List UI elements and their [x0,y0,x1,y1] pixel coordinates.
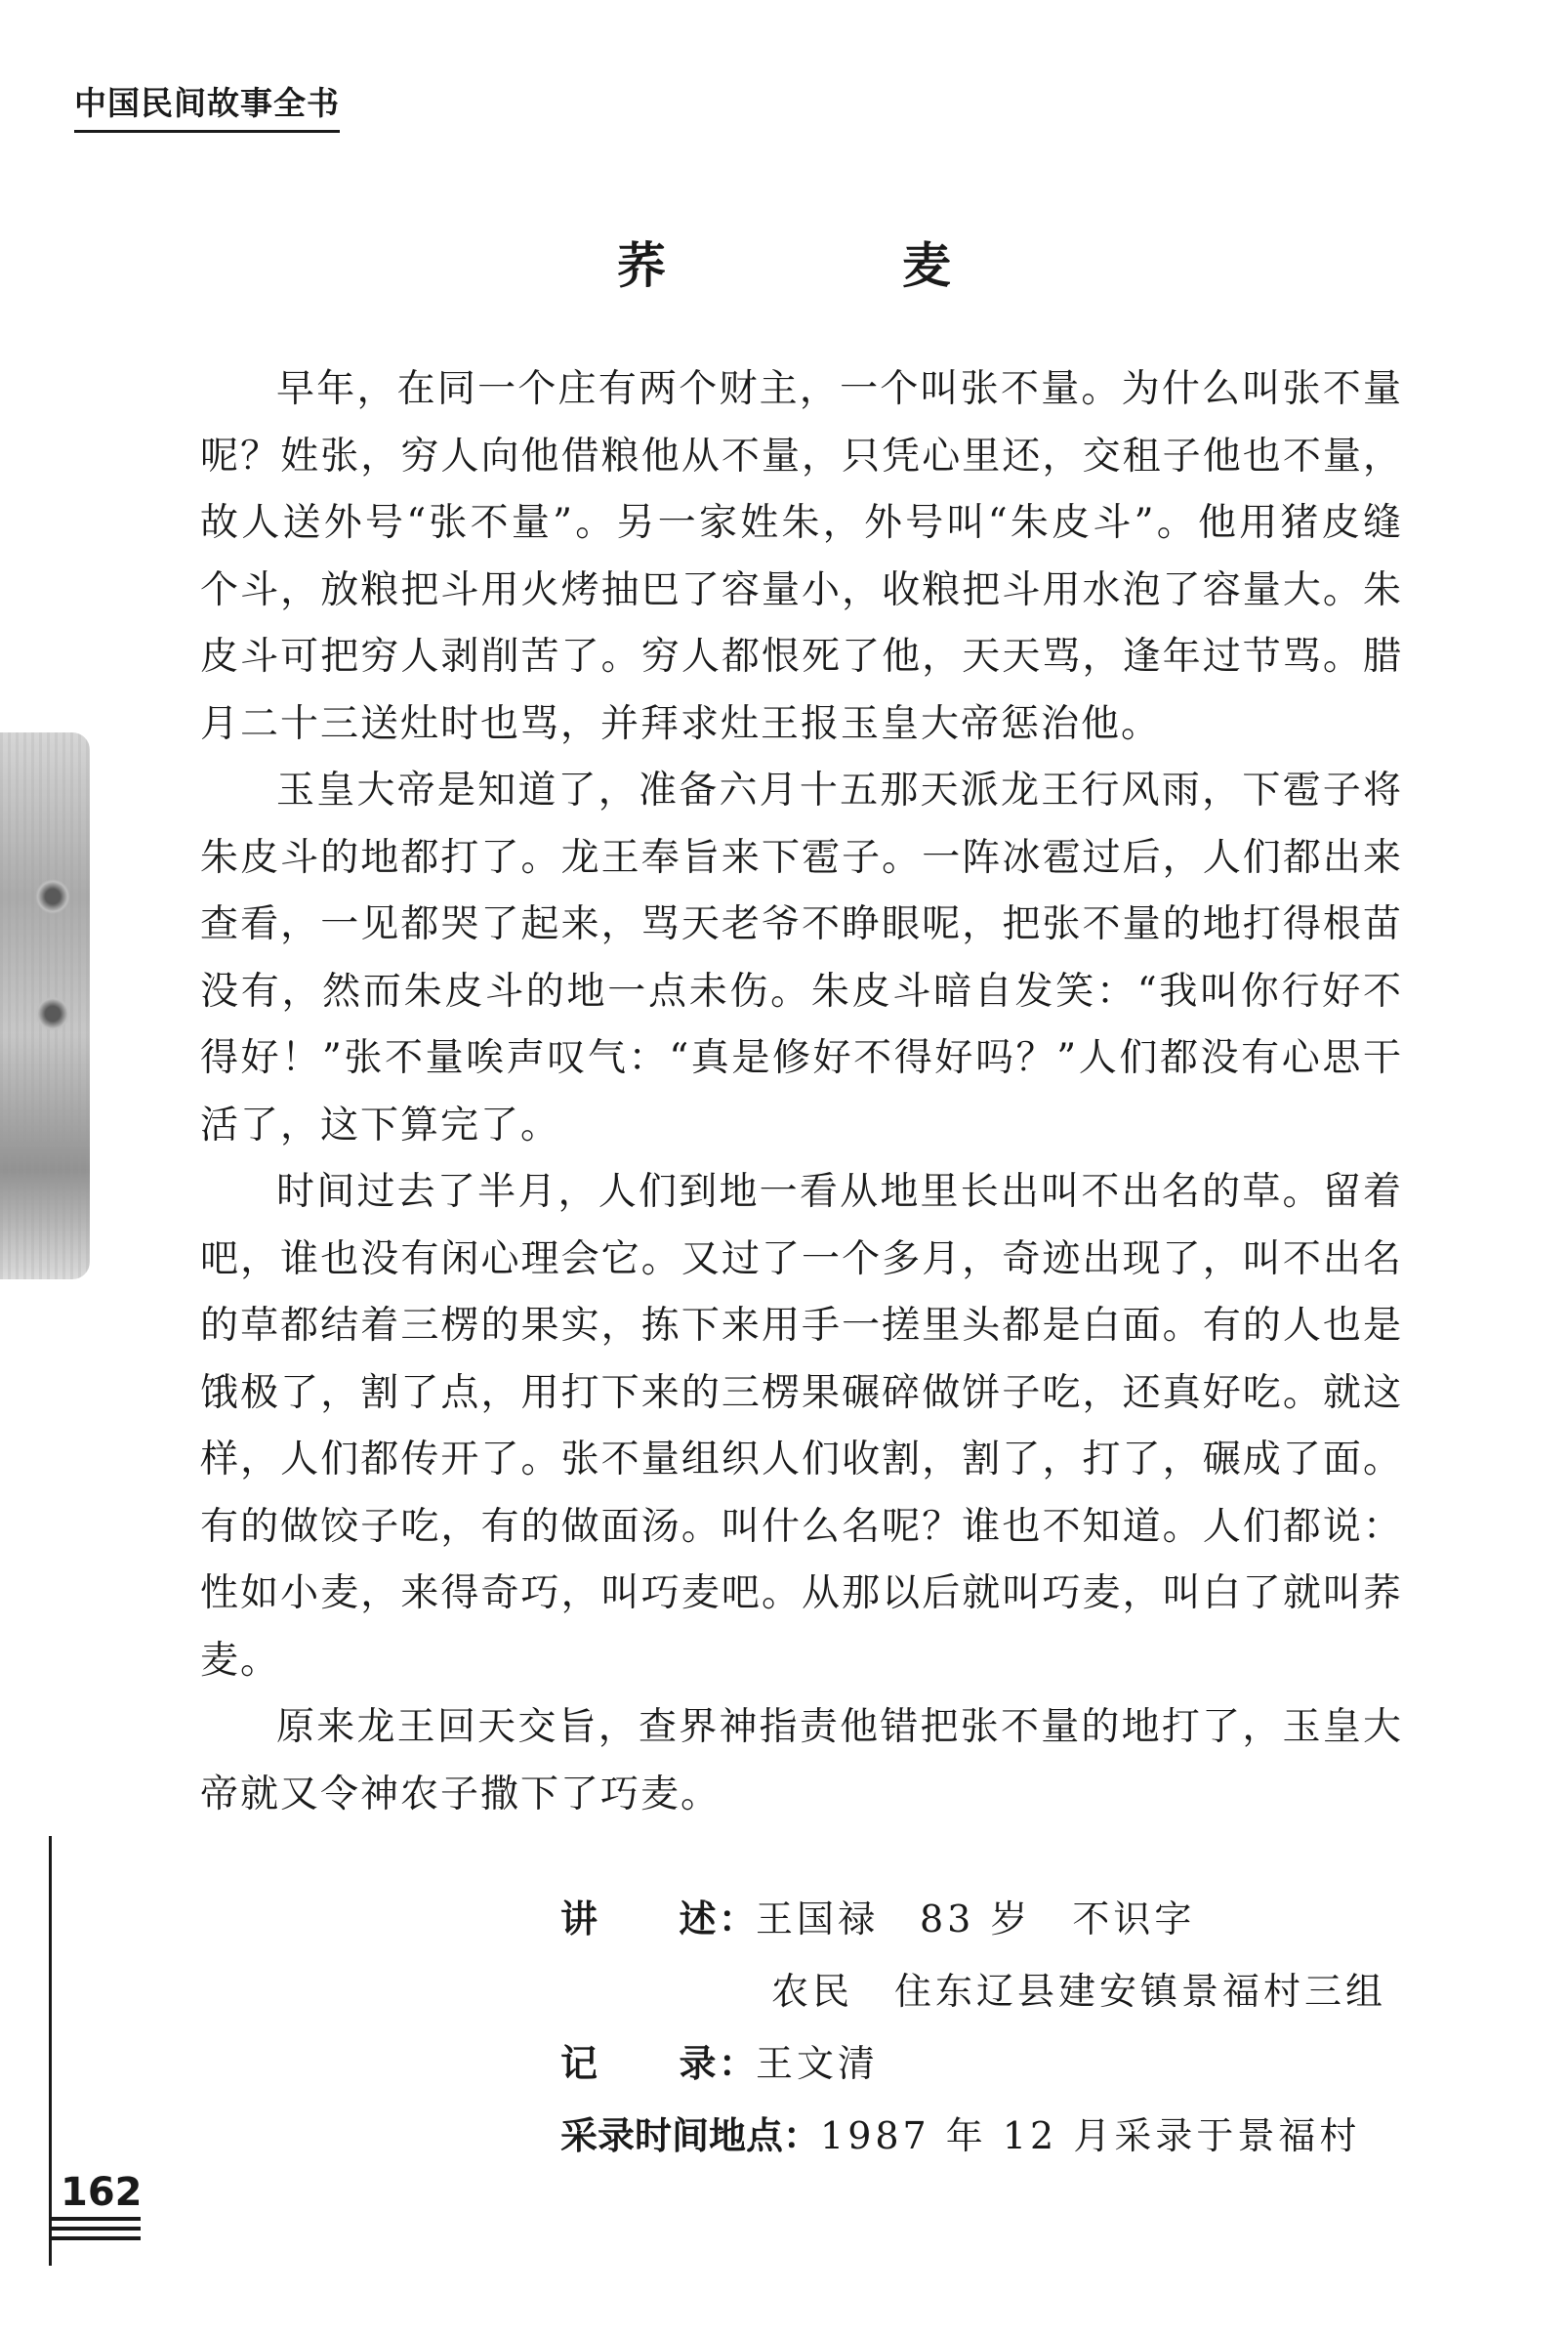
book-title-header: 中国民间故事全书 [74,78,340,133]
page-rule [51,2227,141,2231]
recorder-row [560,2027,1420,2100]
recorder-label: 记 录： [560,2042,756,2085]
ornament-eye-icon [35,996,70,1031]
narrator-detail-row [560,1955,1420,2027]
narrator-row [560,1883,1420,1955]
story-paragraph: 时间过去了半月，人们到地一看从地里长出叫不出名的草。留着吧，谁也没有闲心理会它。又过了一个多月，奇迹出现了，叫不出名的草都结着三楞的果实，拣下来用手一搓里头都是白面。有的人也是饿极了，割了点，用打下来的三楞果碾碎做饼子吃，还真好吃。就这样，人们都传开了。张不量组织人们收割，割了，打了，碾成了面。有的做饺子吃，有的做面汤。叫什么名呢？谁也不知道。人们都说：性如小麦，来得奇巧，叫巧麦吧。从那以后就叫巧麦，叫白了就叫荞麦。 [200,1170,1403,1683]
time-place-row [560,2100,1420,2172]
ornament-eye-icon [35,879,70,914]
story-credits [560,1883,1420,2172]
narrator-label: 讲 述： [560,1898,756,1940]
recorder-value: 王文清 [756,2042,880,2085]
margin-rule [49,1836,52,2266]
time-place-label: 采录时间地点： [560,2114,821,2157]
story-paragraph: 早年，在同一个庄有两个财主，一个叫张不量。为什么叫张不量呢？姓张，穷人向他借粮他从不量，只凭心里还，交租子他也不量，故人送外号“张不量”。另一家姓朱，外号叫“朱皮斗”。他用猪皮缝个斗，放粮把斗用火烤抽巴了容量小，收粮把斗用水泡了容量大。朱皮斗可把穷人剥削苦了。穷人都恨死了他，天天骂，逢年过节骂。腊月二十三送灶时也骂，并拜求灶王报玉皇大帝惩治他。 [200,367,1403,746]
page-rule [51,2217,141,2221]
narrator-detail: 农民 住东辽县建安镇景福村三组 [771,1970,1387,2013]
narrator-value: 王国禄 83 岁 不识字 [756,1898,1196,1940]
page-number: 162 [61,2170,143,2215]
story-title: 荞 麦 [617,237,1045,294]
page-rule [51,2236,141,2240]
story-paragraph: 原来龙王回天交旨，查界神指责他错把张不量的地打了，玉皇大帝就又令神农子撒下了巧麦。 [200,1705,1403,1816]
decorative-side-ornament [0,732,90,1279]
time-place-value: 1987 年 12 月采录于景福村 [820,2114,1361,2157]
story-body [200,356,1403,1828]
story-paragraph: 玉皇大帝是知道了，准备六月十五那天派龙王行风雨，下雹子将朱皮斗的地都打了。龙王奉旨来下雹子。一阵冰雹过后，人们都出来查看，一见都哭了起来，骂天老爷不睁眼呢，把张不量的地打得根苗没有，然而朱皮斗的地一点未伤。朱皮斗暗自发笑：“我叫你行好不得好！”张不量唉声叹气：“真是修好不得好吗？”人们都没有心思干活了，这下算完了。 [200,769,1403,1147]
